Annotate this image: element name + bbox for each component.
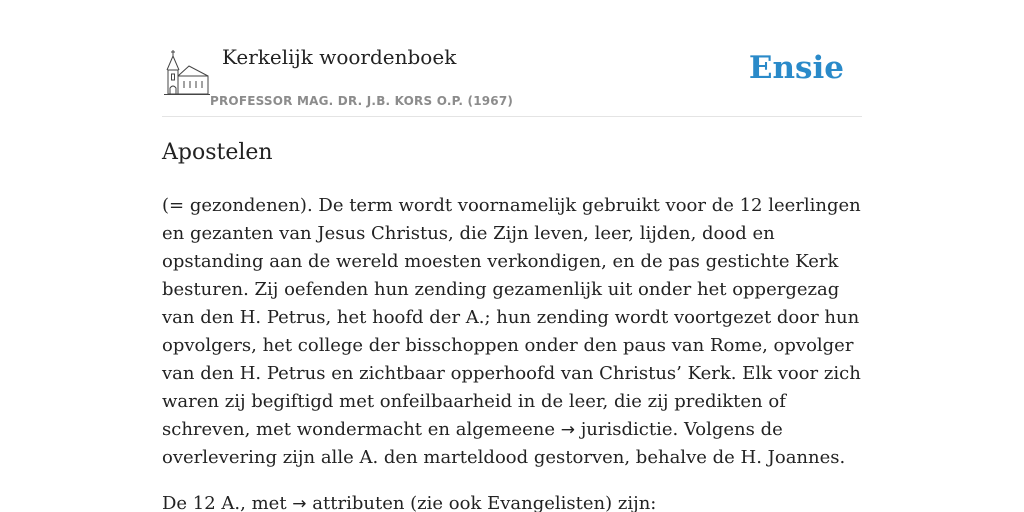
entry-paragraph bbox=[162, 192, 862, 472]
paragraph-text: attributen (zie ook Evangelisten) zijn: bbox=[312, 493, 657, 512]
author-line: PROFESSOR MAG. DR. J.B. KORS O.P. (1967) bbox=[210, 94, 514, 108]
entry-body bbox=[162, 192, 862, 512]
arrow-link-icon[interactable]: → bbox=[560, 420, 575, 440]
page bbox=[162, 0, 862, 512]
header bbox=[162, 0, 862, 117]
brand-logo[interactable]: Ensie bbox=[748, 50, 844, 86]
paragraph-text: De 12 A., met bbox=[162, 493, 287, 512]
entry-title: Apostelen bbox=[162, 140, 273, 165]
paragraph-text: jurisdictie. Volgens de overlevering zijn alle A. den marteldood gestorven, behalve de H. Joannes. bbox=[162, 419, 846, 468]
church-icon[interactable] bbox=[164, 48, 210, 96]
arrow-link-icon[interactable]: → bbox=[292, 494, 307, 512]
book-title[interactable]: Kerkelijk woordenboek bbox=[222, 45, 457, 69]
paragraph-text: (= gezondenen). De term wordt voornamelijk gebruikt voor de 12 leerlingen en gezanten van Jesus Christus, die Zijn leven, leer, lijden, dood en opstanding aan de wereld moesten verkondigen, en de pas gestichte Kerk besturen. Zij oefenden hun zending gezamenlijk uit onder het oppergezag van den H. Petrus, het hoofd der A.; hun zending wordt voortgezet door hun opvolgers, het college der bisschoppen onder den paus van Rome, opvolger van den H. Petrus en zichtbaar opperhoofd van Christus’ Kerk. Elk voor zich waren zij begiftigd met onfeilbaarheid in de leer, die zij predikten of schreven, met wondermacht en algemeene bbox=[162, 195, 861, 440]
entry-paragraph bbox=[162, 490, 862, 512]
